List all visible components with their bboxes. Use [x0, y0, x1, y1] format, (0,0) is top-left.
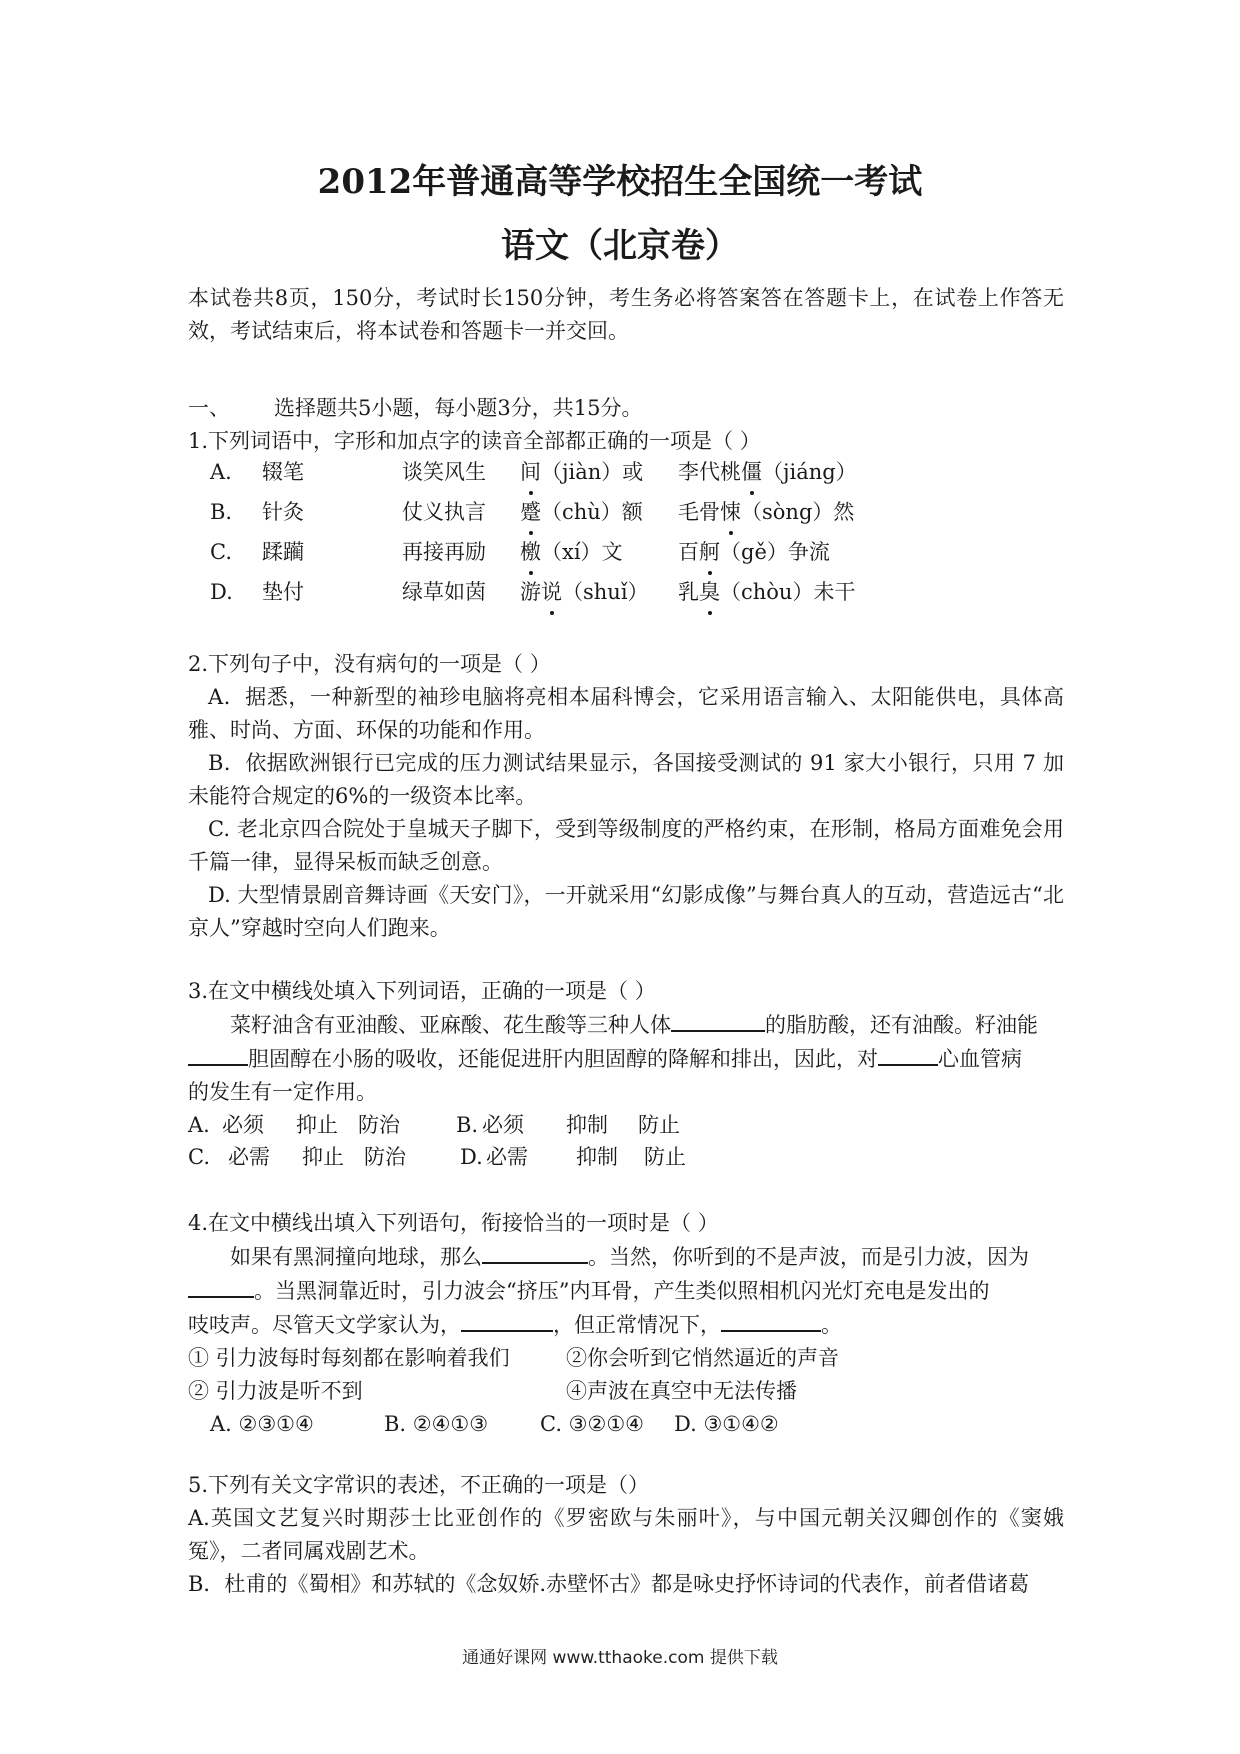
- question-2-option-a: A．据悉，一种新型的袖珍电脑将亮相本届科博会，它采用语言输入、太阳能供电，具体高雅、时尚、方面、环保的功能和作用。: [188, 685, 1064, 742]
- pinyin-text: （jiàn）或: [541, 459, 644, 484]
- option-word-2: 再接再励: [402, 539, 486, 564]
- option-word-1: 蹂躏: [262, 539, 304, 564]
- sentence-option: ② 引力波是听不到: [188, 1379, 363, 1403]
- question-1-stem: 1.下列词语中，字形和加点字的读音全部都正确的一项是（ ）: [188, 429, 761, 453]
- pinyin-text: （chòu）未干: [720, 579, 856, 604]
- option-letter: C.: [188, 1144, 210, 1169]
- dotted-char: 间: [520, 456, 541, 489]
- answer-option: A. ②③①④: [210, 1412, 314, 1436]
- option-word-3: [520, 456, 678, 489]
- option-word-2: 绿草如茵: [402, 579, 486, 604]
- answer-blank[interactable]: [188, 1274, 254, 1298]
- option-word-3: [520, 576, 678, 609]
- passage-text: 胆固醇在小肠的吸收，还能促进肝内胆固醇的降解和排出，因此，对: [248, 1047, 878, 1071]
- question-3-passage-cont: [188, 1042, 1064, 1076]
- question-2-option-d: D. 大型情景剧音舞诗画《天安门》，一开就采用“幻影成像”与舞台真人的互动，营造远古“北京人”穿越时空向人们跑来。: [188, 883, 1064, 940]
- dotted-char: 蹙: [520, 496, 541, 529]
- option-word-3: [520, 536, 678, 569]
- option-word-4: [678, 456, 857, 489]
- dotted-char: 悚: [720, 496, 741, 529]
- exam-title: 2012年普通高等学校招生全国统一考试: [317, 162, 923, 202]
- option-letter: B.: [456, 1112, 479, 1137]
- passage-text: 。当黑洞靠近时，引力波会“挤压”内耳骨，产生类似照相机闪光灯充电是发出的: [254, 1279, 990, 1303]
- dotted-char: 僵: [741, 456, 762, 489]
- question-4-passage: [188, 1240, 1064, 1274]
- pinyin-text: （gě）争流: [720, 539, 830, 564]
- option-word-1: 针灸: [262, 499, 304, 524]
- pinyin-text: （xí）文: [541, 539, 623, 564]
- pinyin-text: （chù）额: [541, 499, 643, 524]
- question-1-option-b: [188, 492, 1064, 532]
- question-3-passage-end: 的发生有一定作用。: [188, 1080, 377, 1104]
- answer-blank[interactable]: [671, 1008, 765, 1032]
- passage-text: 吱吱声。尽管天文学家认为，: [188, 1313, 461, 1337]
- passage-text: 菜籽油含有亚油酸、亚麻酸、花生酸等三种人体: [230, 1013, 671, 1037]
- question-2-option-b: B．依据欧洲银行已完成的压力测试结果显示，各国接受测试的 91 家大小银行，只用 7 加未能符合规定的6%的一级资本比率。: [188, 751, 1064, 808]
- exam-instructions: 本试卷共8页，150分，考试时长150分钟，考生务必将答案答在答题卡上，在试卷上作答无效，考试结束后，将本试卷和答题卡一并交回。: [188, 286, 1064, 343]
- answer-option: B. ②④①③: [384, 1412, 489, 1436]
- passage-text: 的脂肪酸，还有油酸。籽油能: [765, 1013, 1038, 1037]
- passage-text: 如果有黑洞撞向地球，那么: [230, 1245, 482, 1269]
- option-word: 抑制: [576, 1144, 618, 1169]
- option-word: 抑制: [566, 1112, 608, 1137]
- exam-content: [188, 282, 1064, 1601]
- option-letter: B.: [210, 499, 233, 524]
- section-number: 一、: [188, 396, 230, 420]
- word-prefix: 百: [678, 539, 699, 564]
- option-word: 必需: [228, 1144, 270, 1169]
- word-prefix: 李代桃: [678, 459, 741, 484]
- option-word: 防治: [364, 1144, 406, 1169]
- question-1-option-c: [188, 532, 1064, 572]
- option-letter: D.: [210, 579, 233, 604]
- option-word: 抑止: [296, 1112, 338, 1137]
- page-footer: 通通好课网 www.tthaoke.com 提供下载: [462, 1648, 778, 1668]
- pinyin-text: （sòng）然: [741, 499, 855, 524]
- question-4-answers: [188, 1408, 1064, 1441]
- dotted-char: 舸: [699, 536, 720, 569]
- question-4-passage-end: [188, 1308, 1064, 1342]
- question-4-sentences-row-2: [188, 1375, 1064, 1408]
- question-2-option-c: C. 老北京四合院处于皇城天子脚下，受到等级制度的严格约束，在形制，格局方面难免会用千篇一律，显得呆板而缺乏创意。: [188, 817, 1064, 874]
- option-letter: A.: [188, 1112, 210, 1137]
- answer-blank[interactable]: [461, 1308, 553, 1332]
- word-prefix: 游: [520, 579, 541, 604]
- answer-blank[interactable]: [721, 1308, 821, 1332]
- question-5-option-b: B．杜甫的《蜀相》和苏轼的《念奴娇.赤壁怀古》都是咏史抒怀诗词的代表作，前者借诸葛: [188, 1572, 1030, 1596]
- answer-blank[interactable]: [878, 1042, 938, 1066]
- answer-blank[interactable]: [482, 1240, 588, 1264]
- question-4-stem: 4.在文中横线出填入下列语句，衔接恰当的一项时是（ ）: [188, 1211, 719, 1235]
- option-word: 防止: [638, 1112, 680, 1137]
- option-word-4: [678, 536, 830, 569]
- question-2-stem: 2.下列句子中，没有病句的一项是（ ）: [188, 652, 551, 676]
- question-1-option-d: [188, 572, 1064, 612]
- sentence-option: ① 引力波每时每刻都在影响着我们: [188, 1346, 510, 1370]
- answer-blank[interactable]: [188, 1042, 248, 1066]
- sentence-option: ④声波在真空中无法传播: [566, 1379, 797, 1403]
- option-word-4: [678, 496, 854, 529]
- option-word: 抑止: [302, 1144, 344, 1169]
- option-word-2: 仗义执言: [402, 499, 486, 524]
- question-4-passage-cont: [188, 1274, 1064, 1308]
- option-word: 必需: [486, 1144, 528, 1169]
- passage-text: 心血管病: [938, 1047, 1022, 1071]
- passage-text: 。: [821, 1313, 842, 1337]
- option-word-1: 辍笔: [262, 459, 304, 484]
- option-word: 防止: [644, 1144, 686, 1169]
- question-3-stem: 3.在文中横线处填入下列词语，正确的一项是（ ）: [188, 979, 656, 1003]
- option-word: 必须: [482, 1112, 524, 1137]
- passage-text: 。当然，你听到的不是声波，而是引力波，因为: [588, 1245, 1029, 1269]
- question-3-passage: [188, 1008, 1064, 1042]
- dotted-char: 臭: [699, 576, 720, 609]
- dotted-char: 说: [541, 576, 562, 609]
- option-letter: D.: [460, 1144, 483, 1169]
- question-1-options: [188, 452, 1064, 612]
- option-word-3: [520, 496, 678, 529]
- option-word: 必须: [222, 1112, 264, 1137]
- question-5-option-a: A.英国文艺复兴时期莎士比亚创作的《罗密欧与朱丽叶》，与中国元朝关汉卿创作的《窦娥冤》，二者同属戏剧艺术。: [188, 1506, 1064, 1563]
- pinyin-text: （jiáng）: [762, 459, 857, 484]
- option-letter: C.: [210, 539, 232, 564]
- section-heading: [188, 392, 1064, 425]
- option-word-2: 谈笑风生: [402, 459, 486, 484]
- passage-text: ，但正常情况下，: [553, 1313, 721, 1337]
- word-prefix: 毛骨: [678, 499, 720, 524]
- answer-option: C. ③②①④: [540, 1412, 644, 1436]
- option-word-1: 垫付: [262, 579, 304, 604]
- option-word-4: [678, 576, 855, 609]
- question-4-sentences-row-1: [188, 1342, 1064, 1375]
- option-word: 防治: [358, 1112, 400, 1137]
- exam-subtitle: 语文（北京卷）: [501, 226, 739, 266]
- pinyin-text: （shuǐ）: [562, 579, 649, 604]
- word-prefix: 乳: [678, 579, 699, 604]
- option-letter: A.: [210, 459, 232, 484]
- answer-option: D. ③①④②: [674, 1412, 779, 1436]
- question-3-options-row-2: [188, 1141, 1064, 1173]
- dotted-char: 檄: [520, 536, 541, 569]
- question-3-options-row-1: [188, 1109, 1064, 1141]
- sentence-option: ②你会听到它悄然逼近的声音: [566, 1346, 839, 1370]
- question-5-stem: 5.下列有关文字常识的表述，不正确的一项是（）: [188, 1473, 650, 1497]
- section-heading-text: 选择题共5小题，每小题3分，共15分。: [274, 396, 643, 420]
- question-1-option-a: [188, 452, 1064, 492]
